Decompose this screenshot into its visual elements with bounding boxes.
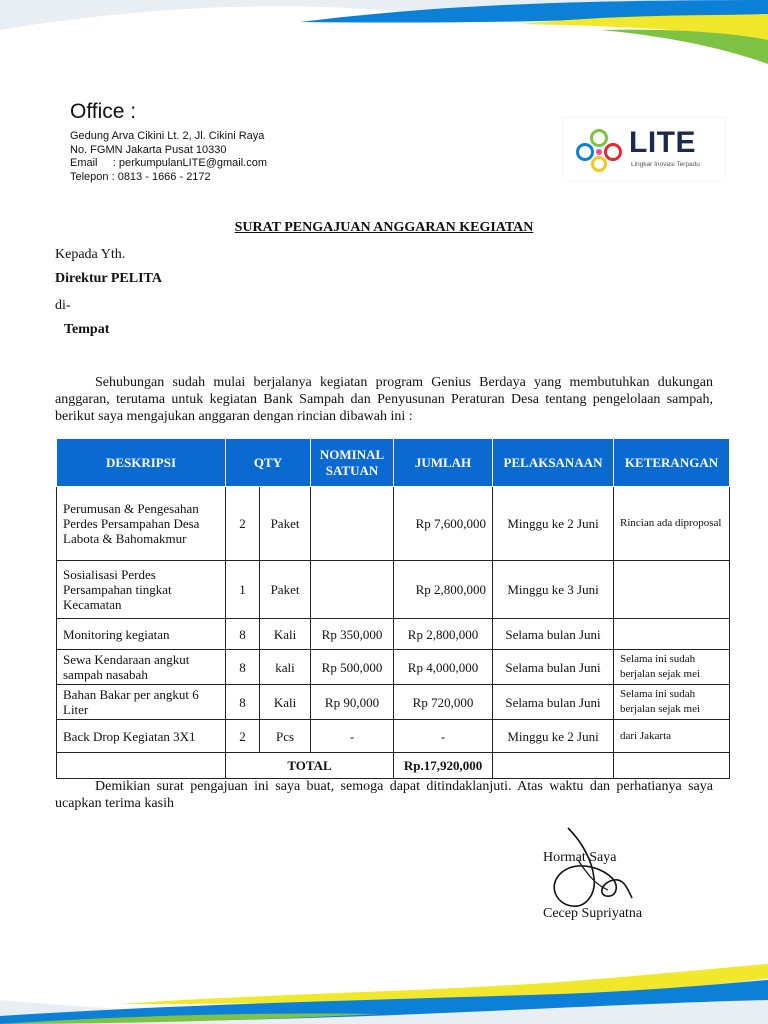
cell-jumlah: - [394,720,493,753]
table-row [57,561,730,619]
cell-nominal [311,487,394,561]
cell-keterangan [614,561,730,619]
header-deskripsi: DESKRIPSI [57,439,226,487]
cell-keterangan: Selama ini sudah berjalan sejak mei [614,685,730,720]
cell-jumlah: Rp 2,800,000 [394,619,493,650]
cell-keterangan [614,619,730,650]
budget-table [56,438,730,779]
footer-wave-decoration [0,964,768,1024]
cell-deskripsi: Bahan Bakar per angkut 6 Liter [57,685,226,720]
lite-logo-icon [571,126,627,172]
table-row [57,685,730,720]
cell-qty: 1 [226,561,260,619]
cell-qty: 8 [226,685,260,720]
body-paragraph: Sehubungan sudah mulai berjalanya kegiatan program Genius Berdaya yang membutuhkan dukungan anggaran, terutama untuk kegiatan Bank Sampah dan Penyusunan Peraturan Desa tentang pengelolaan sampah, berikut saya mengajukan anggaran dengan rincian dibawah ini : [55,375,713,424]
cell-deskripsi: Perumusan & Pengesahan Perdes Persampahan Desa Labota & Bahomakmur [57,487,226,561]
header-keterangan: KETERANGAN [614,439,730,487]
cell-deskripsi: Monitoring kegiatan [57,619,226,650]
regards: Hormat Saya [543,850,617,865]
handwritten-signature [520,820,670,920]
logo-name: LITE [629,126,696,159]
di-label: di- [55,298,71,313]
cell-jumlah: Rp 2,800,000 [394,561,493,619]
total-label: TOTAL [226,753,394,779]
cell-pelaksanaan: Selama bulan Juni [493,619,614,650]
cell-keterangan: Rincian ada diproposal [614,487,730,561]
cell-pelaksanaan: Selama bulan Juni [493,650,614,685]
cell-unit: kali [260,650,311,685]
greeting: Kepada Yth. [55,247,126,262]
cell-deskripsi: Sewa Kendaraan angkut sampah nasabah [57,650,226,685]
cell-qty: 2 [226,720,260,753]
header-qty: QTY [226,439,311,487]
signatory-name: Cecep Supriyatna [543,906,643,921]
cell-jumlah: Rp 4,000,000 [394,650,493,685]
lite-logo [563,118,725,180]
table-row [57,650,730,685]
header-nominal: NOMINAL SATUAN [311,439,394,487]
letter-title: SURAT PENGAJUAN ANGGARAN KEGIATAN [234,220,534,235]
table-row [57,720,730,753]
cell-nominal: Rp 350,000 [311,619,394,650]
office-address-1: Gedung Arva Cikini Lt. 2, Jl. Cikini Raya [70,130,265,142]
table-row [57,619,730,650]
cell-keterangan: dari Jakarta [614,720,730,753]
table-row [57,487,730,561]
office-phone: Telepon : 0813 - 1666 - 2172 [70,170,211,183]
cell-jumlah: Rp 7,600,000 [394,487,493,561]
cell-pelaksanaan: Minggu ke 2 Juni [493,487,614,561]
total-value: Rp.17,920,000 [394,753,493,779]
cell-deskripsi: Back Drop Kegiatan 3X1 [57,720,226,753]
header-jumlah: JUMLAH [394,439,493,487]
cell-unit: Kali [260,685,311,720]
cell-nominal [311,561,394,619]
cell-pelaksanaan: Minggu ke 3 Juni [493,561,614,619]
cell-nominal: Rp 90,000 [311,685,394,720]
cell-keterangan: Selama ini sudah berjalan sejak mei [614,650,730,685]
office-info [70,100,267,184]
closing-paragraph: Demikian surat pengajuan ini saya buat, semoga dapat ditindaklanjuti. Atas waktu dan perhatianya saya ucapkan terima kasih [55,779,713,811]
logo-tagline: Lingkar Inovasi Terpadu [631,161,700,168]
office-title: Office : [70,100,137,123]
cell-empty [57,753,226,779]
header-pelaksanaan: PELAKSANAAN [493,439,614,487]
cell-unit: Kali [260,619,311,650]
recipient: Direktur PELITA [55,271,162,286]
office-address-2: No. FGMN Jakarta Pusat 10330 [70,143,227,156]
cell-empty [614,753,730,779]
cell-pelaksanaan: Selama bulan Juni [493,685,614,720]
office-email: Email : perkumpulanLITE@gmail.com [70,157,268,169]
header-wave-decoration [0,0,768,64]
cell-pelaksanaan: Minggu ke 2 Juni [493,720,614,753]
cell-unit: Pcs [260,720,311,753]
cell-nominal: - [311,720,394,753]
total-row [57,753,730,779]
cell-jumlah: Rp 720,000 [394,685,493,720]
table-header-row [57,439,730,487]
cell-qty: 8 [226,650,260,685]
cell-qty: 8 [226,619,260,650]
cell-deskripsi: Sosialisasi Perdes Persampahan tingkat Kecamatan [57,561,226,619]
cell-nominal: Rp 500,000 [311,650,394,685]
place: Tempat [64,322,110,337]
cell-qty: 2 [226,487,260,561]
cell-unit: Paket [260,561,311,619]
cell-unit: Paket [260,487,311,561]
cell-empty [493,753,614,779]
